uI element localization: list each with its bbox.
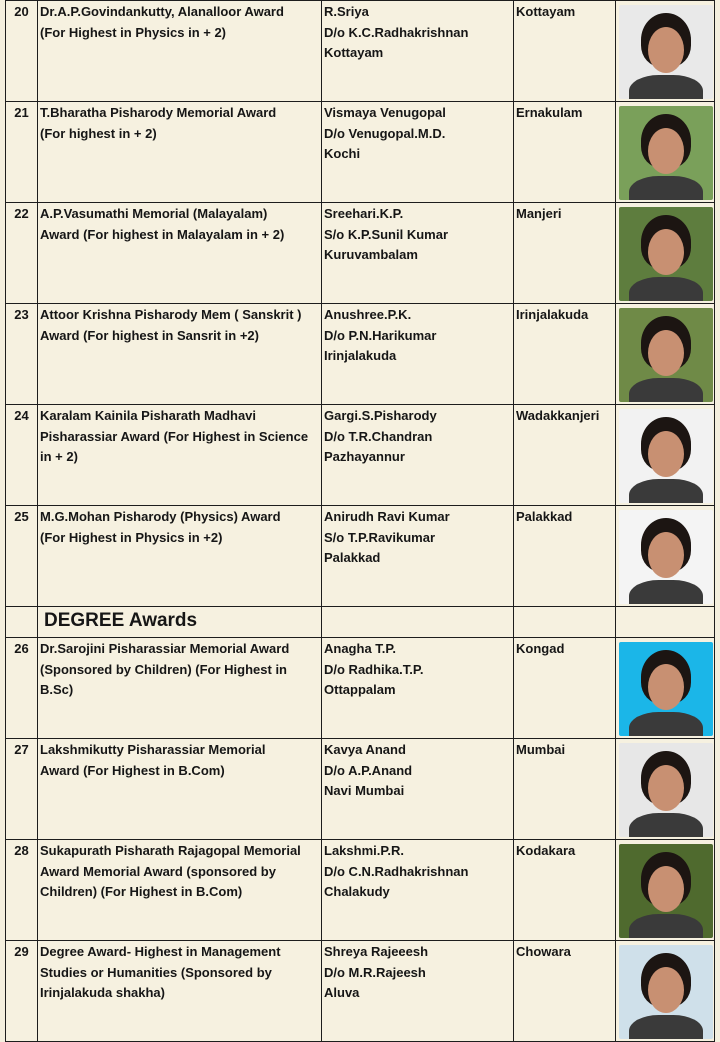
student-photo <box>619 945 713 1039</box>
photo-body <box>629 176 703 200</box>
award-name: Sukapurath Pisharath Rajagopal Memorial Award Memorial Award (sponsored by Children) (For Highest in B.Com) <box>38 840 322 941</box>
section-title: DEGREE Awards <box>44 610 198 632</box>
photo-face <box>648 765 684 811</box>
award-row <box>6 941 715 1042</box>
photo-body <box>629 378 703 402</box>
award-name: Degree Award- Highest in Management Studies or Humanities (Sponsored by Irinjalakuda shakha) <box>38 941 322 1042</box>
award-number: 23 <box>6 304 38 405</box>
award-name: Lakshmikutty Pisharassiar Memorial Award (For Highest in B.Com) <box>38 739 322 840</box>
award-row <box>6 840 715 941</box>
place-name: Manjeri <box>514 203 616 304</box>
photo-body <box>629 75 703 99</box>
place-name: Kodakara <box>514 840 616 941</box>
winner-details: Shreya Rajeeesh D/o M.R.Rajeesh Aluva <box>322 941 514 1042</box>
award-row <box>6 405 715 506</box>
winner-details: Anushree.P.K. D/o P.N.Harikumar Irinjalakuda <box>322 304 514 405</box>
photo-cell <box>616 638 715 739</box>
student-photo <box>619 308 713 402</box>
place-name: Kongad <box>514 638 616 739</box>
photo-cell <box>616 739 715 840</box>
winner-details: Lakshmi.P.R. D/o C.N.Radhakrishnan Chalakudy <box>322 840 514 941</box>
winner-details: Kavya Anand D/o A.P.Anand Navi Mumbai <box>322 739 514 840</box>
photo-face <box>648 532 684 578</box>
degree-section <box>6 607 715 638</box>
degree-awards-group <box>6 638 715 1042</box>
photo-face <box>648 229 684 275</box>
place-name: Ernakulam <box>514 102 616 203</box>
photo-face <box>648 128 684 174</box>
student-photo <box>619 642 713 736</box>
photo-body <box>629 580 703 604</box>
award-name: Dr.A.P.Govindankutty, Alanalloor Award (For Highest in Physics in + 2) <box>38 1 322 102</box>
place-name: Mumbai <box>514 739 616 840</box>
photo-body <box>629 1015 703 1039</box>
winner-details: Sreehari.K.P. S/o K.P.Sunil Kumar Kuruvambalam <box>322 203 514 304</box>
award-number: 22 <box>6 203 38 304</box>
photo-body <box>629 479 703 503</box>
plus-two-awards-group <box>6 1 715 607</box>
place-name: Irinjalakuda <box>514 304 616 405</box>
winner-details: R.Sriya D/o K.C.Radhakrishnan Kottayam <box>322 1 514 102</box>
winner-details: Vismaya Venugopal D/o Venugopal.M.D. Kochi <box>322 102 514 203</box>
award-name: Karalam Kainila Pisharath Madhavi Pisharassiar Award (For Highest in Science in + 2) <box>38 405 322 506</box>
award-number: 20 <box>6 1 38 102</box>
award-row <box>6 739 715 840</box>
place-name: Chowara <box>514 941 616 1042</box>
winner-details: Anagha T.P. D/o Radhika.T.P. Ottappalam <box>322 638 514 739</box>
student-photo <box>619 207 713 301</box>
award-name: T.Bharatha Pisharody Memorial Award (For highest in + 2) <box>38 102 322 203</box>
award-name: A.P.Vasumathi Memorial (Malayalam) Award (For highest in Malayalam in + 2) <box>38 203 322 304</box>
winner-details: Anirudh Ravi Kumar S/o T.P.Ravikumar Palakkad <box>322 506 514 607</box>
awards-table <box>5 0 715 1042</box>
student-photo <box>619 106 713 200</box>
award-name: Attoor Krishna Pisharody Mem ( Sanskrit ) Award (For highest in Sansrit in +2) <box>38 304 322 405</box>
photo-cell <box>616 304 715 405</box>
photo-body <box>629 813 703 837</box>
student-photo <box>619 743 713 837</box>
photo-face <box>648 431 684 477</box>
photo-face <box>648 664 684 710</box>
award-row <box>6 1 715 102</box>
award-row <box>6 203 715 304</box>
place-name: Palakkad <box>514 506 616 607</box>
award-row <box>6 638 715 739</box>
photo-cell <box>616 1 715 102</box>
award-number: 29 <box>6 941 38 1042</box>
photo-cell <box>616 840 715 941</box>
photo-cell <box>616 102 715 203</box>
award-name: Dr.Sarojini Pisharassiar Memorial Award (Sponsored by Children) (For Highest in B.Sc) <box>38 638 322 739</box>
award-number: 25 <box>6 506 38 607</box>
student-photo <box>619 510 713 604</box>
place-name: Kottayam <box>514 1 616 102</box>
photo-cell <box>616 506 715 607</box>
photo-body <box>629 914 703 938</box>
photo-face <box>648 967 684 1013</box>
photo-face <box>648 330 684 376</box>
photo-body <box>629 712 703 736</box>
award-number: 28 <box>6 840 38 941</box>
award-row <box>6 304 715 405</box>
place-name: Wadakkanjeri <box>514 405 616 506</box>
photo-cell <box>616 941 715 1042</box>
photo-cell <box>616 203 715 304</box>
award-number: 24 <box>6 405 38 506</box>
winner-details: Gargi.S.Pisharody D/o T.R.Chandran Pazhayannur <box>322 405 514 506</box>
photo-face <box>648 866 684 912</box>
award-number: 26 <box>6 638 38 739</box>
award-row <box>6 506 715 607</box>
student-photo <box>619 844 713 938</box>
section-header-row <box>6 607 715 638</box>
award-number: 21 <box>6 102 38 203</box>
award-row <box>6 102 715 203</box>
student-photo <box>619 409 713 503</box>
photo-body <box>629 277 703 301</box>
photo-cell <box>616 405 715 506</box>
award-name: M.G.Mohan Pisharody (Physics) Award (For Highest in Physics in +2) <box>38 506 322 607</box>
photo-face <box>648 27 684 73</box>
student-photo <box>619 5 713 99</box>
award-number: 27 <box>6 739 38 840</box>
